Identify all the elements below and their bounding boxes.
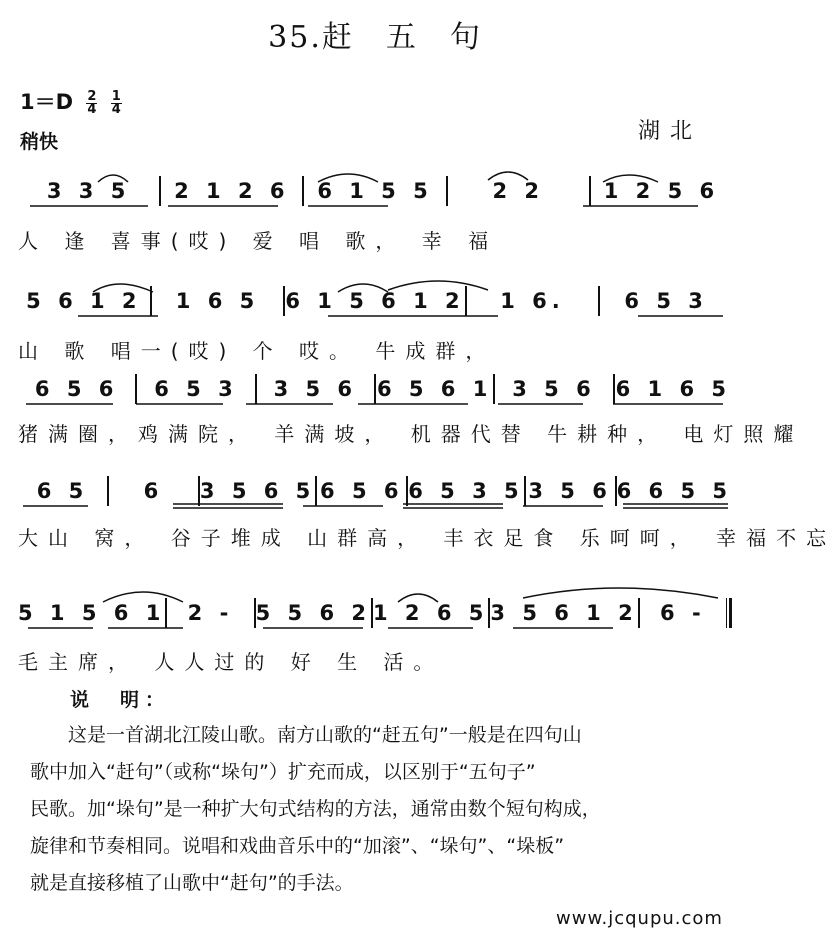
- measure: 6 5 3: [624, 289, 708, 313]
- website-watermark: www.jcqupu.com: [556, 908, 723, 929]
- song-title: 35.赶 五 句: [268, 20, 482, 55]
- lyrics-line-3: 猪满圈，鸡满院， 羊满坡， 机器代替 牛耕种， 电灯照耀: [18, 422, 804, 446]
- measure: 1 2 5 6: [603, 179, 720, 203]
- measure: 3 5 6 1 2: [490, 601, 638, 625]
- score-line-1: [18, 170, 732, 210]
- measure: 3 5 6: [512, 377, 596, 401]
- time-signature-2-4: $\frac{2}{4}$: [87, 88, 97, 117]
- measure: 2 -: [187, 601, 234, 625]
- measure: 6 1 5 6 1 2: [285, 289, 465, 313]
- measure: 6: [143, 479, 164, 503]
- measure: 5 6 1 2: [26, 289, 142, 313]
- measure: 1 6.: [500, 289, 565, 313]
- lyrics-line-2: 山 歌 唱一(哎) 个 哎。 牛成群，: [18, 339, 496, 363]
- measure: 6 6 5 5: [616, 479, 732, 503]
- score-line-4: [18, 470, 732, 510]
- measure: 2 1 2 6: [174, 179, 290, 203]
- measure: 6 5 3: [154, 377, 238, 401]
- final-bar-line: [726, 598, 732, 628]
- score-line-5: [18, 592, 732, 632]
- measure: 1 2 6 5: [373, 601, 489, 625]
- notes-paragraph: [30, 717, 720, 902]
- measure: 6 1 5 5: [317, 179, 433, 203]
- measure: 6 -: [660, 601, 706, 625]
- notes-line: 旋律和节奏相同。说唱和戏曲音乐中的“加滚”、“垛句”、“垛板”: [30, 835, 565, 857]
- measure: 3 5 6: [273, 377, 358, 401]
- measure: 6 5 6: [320, 479, 404, 503]
- measure: 5 1 5 6 1: [18, 601, 166, 625]
- time-signature-1-4: $\frac{1}{4}$: [111, 88, 121, 117]
- measure: 5 5 6 2: [255, 601, 371, 625]
- measure: 6 5 6 1: [376, 377, 493, 401]
- measure: 6 1 6 5: [615, 377, 731, 401]
- measure: 1 6 5: [175, 289, 260, 313]
- notes-line: 歌中加入“赶句”（或称“垛句”）扩充而成，以区别于“五句子”: [30, 761, 536, 783]
- measure: 6 5 3 5: [408, 479, 524, 503]
- region-label: 湖北: [638, 119, 703, 144]
- notes-heading: 说 明：: [70, 689, 171, 711]
- notes-line: 这是一首湖北江陵山歌。南方山歌的“赶五句”一般是在四句山: [68, 724, 582, 746]
- measure: 3 5 6: [528, 479, 612, 503]
- measure: 3 5 6 5: [199, 479, 316, 503]
- tempo-marking: 稍快: [20, 131, 59, 153]
- notes-line: 就是直接移植了山歌中“赶句”的手法。: [30, 872, 354, 894]
- lyrics-line-1: 人 逢 喜事(哎) 爱 唱 歌， 幸 福: [18, 229, 499, 253]
- measure: 6 5: [36, 479, 89, 503]
- key-label: 1＝D: [20, 90, 74, 114]
- measure: 3 3 5: [46, 179, 131, 203]
- notes-line: 民歌。加“垛句”是一种扩大句式结构的方法，通常由数个短句构成，: [30, 798, 601, 820]
- key-signature: [20, 86, 122, 116]
- lyrics-line-5: 毛主席， 人人过的 好 生 活。: [18, 650, 444, 674]
- measure: 2 2: [492, 179, 544, 203]
- measure: 6 5 6: [34, 377, 119, 401]
- score-line-3: [18, 368, 732, 408]
- lyrics-line-4: 大山 窝， 谷子堆成 山群高， 丰衣足食 乐呵呵， 幸福不忘: [18, 526, 836, 550]
- score-line-2: [18, 280, 732, 320]
